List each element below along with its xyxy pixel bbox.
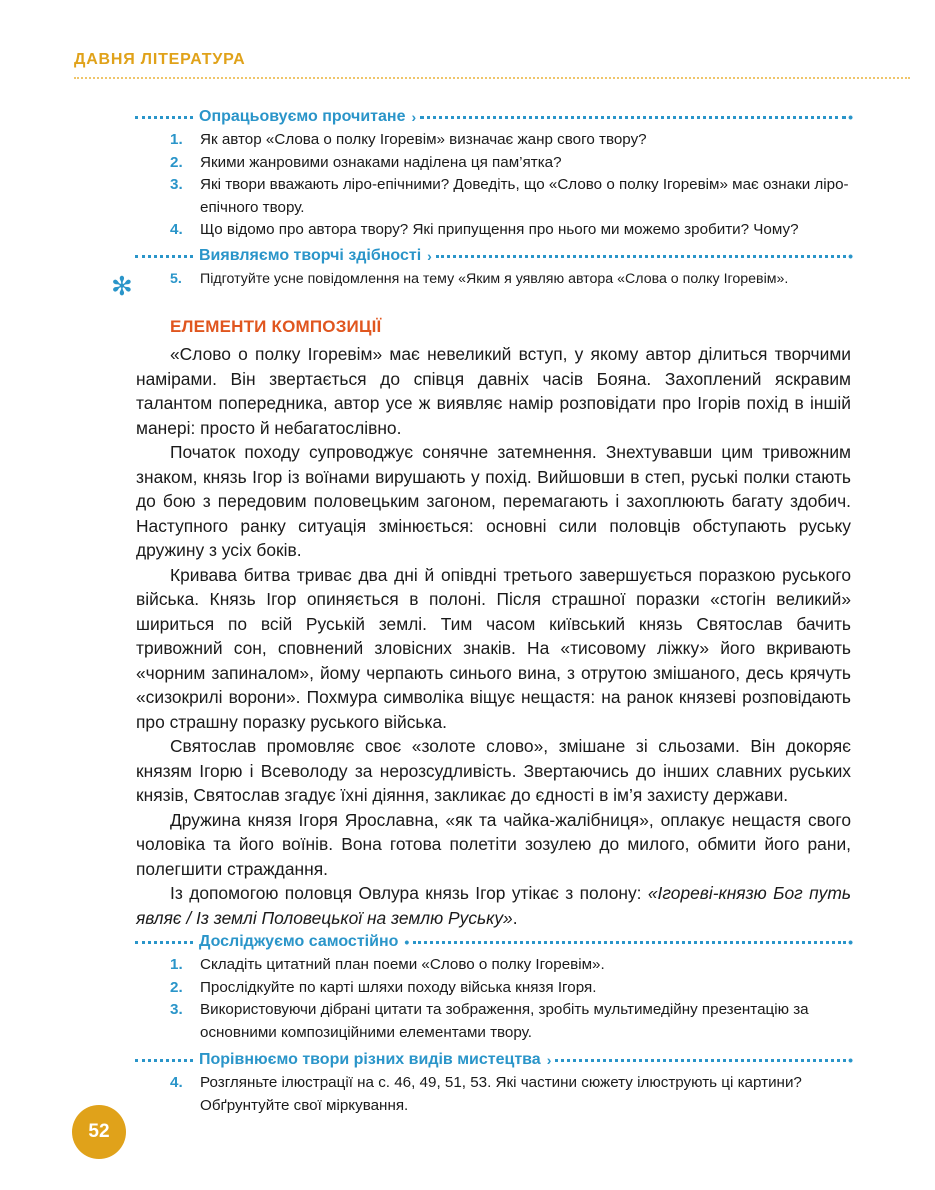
question-item xyxy=(170,977,852,1000)
dotted-line-right xyxy=(420,116,846,119)
dotted-line-left xyxy=(135,941,193,944)
section-header-processing xyxy=(135,106,853,128)
separator-glyph: › xyxy=(427,248,432,264)
paragraph: Святослав промовляє своє «золоте слово», змішане зі сльозами. Він докоряє князям Ігорю і Всеволоду за нерозсудливість. Звертаючись до інших славних руських князів, Святослав згадує їхні діяння, закликає до єдності в ім’я захисту держави. xyxy=(136,736,851,805)
question-item xyxy=(170,999,852,1044)
end-glyph: • xyxy=(848,1052,853,1068)
dotted-line-right xyxy=(413,941,846,944)
end-glyph: • xyxy=(848,248,853,264)
question-list-research xyxy=(170,954,852,1044)
dotted-line-left xyxy=(135,116,193,119)
paragraph: Дружина князя Ігоря Ярославна, «як та чайка-жалібниця», оплакує нещастя свого чоловіка та його воїнів. Вона готова полетіти зозулею до милого, обмити його рани, полегшити страждання. xyxy=(136,809,851,879)
quote-text: «Ігореві-князю Бог путь являє / Із землі Половецької на землю Руську» xyxy=(136,883,851,928)
end-glyph: • xyxy=(848,934,853,950)
page-number-badge: 52 xyxy=(72,1105,126,1159)
question-list-creative xyxy=(170,268,852,291)
section-header-creative xyxy=(135,245,853,267)
dotted-line-left xyxy=(135,255,193,258)
question-number: 2. xyxy=(170,153,183,171)
question-item xyxy=(170,1072,852,1117)
body-text xyxy=(136,342,851,930)
separator-glyph: › xyxy=(411,109,417,125)
question-number: 3. xyxy=(170,176,183,193)
snowflake-asterisk-icon: ✻ xyxy=(111,271,133,301)
section-header-art-comparison xyxy=(135,1049,853,1071)
question-text: Як автор «Слова о полку Ігоревім» визначає жанр свого твору? xyxy=(200,131,647,148)
section-title: Досліджуємо самостійно xyxy=(199,933,399,950)
paragraph-last xyxy=(136,881,851,930)
question-item xyxy=(170,268,852,291)
section-title: Опрацьовуємо прочитане xyxy=(199,108,406,125)
paragraph: «Слово о полку Ігоревім» має невеликий вступ, у якому автор ділиться творчими намірами. Він звертається до співця давніх часів Бояна. Захоплений яскравим талантом попередника, автор усе ж виявляє намір розповідати про Ігорів похід в іншій манері: просто й небагатослівно. xyxy=(136,344,851,438)
question-text: Розгляньте ілюстрації на с. 46, 49, 51, 53. Які частини сюжету ілюструють ці картини? Обґрунтуйте свої міркування. xyxy=(200,1074,802,1114)
separator-glyph: • xyxy=(404,934,410,950)
question-text: Використовуючи дібрані цитати та зображення, зробіть мультимедійну презентацію за основними композиційними елементами твору. xyxy=(200,1001,809,1041)
question-item xyxy=(170,954,852,977)
section-title: Порівнюємо твори різних видів мистецтва xyxy=(199,1051,541,1068)
question-number: 5. xyxy=(170,271,182,287)
dotted-line-left xyxy=(135,1059,193,1062)
question-number: 1. xyxy=(170,956,183,973)
question-number: 4. xyxy=(170,1074,183,1091)
paragraph: Кривава битва триває два дні й опівдні третього завершується поразкою руського війська. Князь Ігор опиняється в полоні. Після страшної поразки «стогін великий» шириться по всій Руській землі. Тим часом київський князь Святослав бачить тривожний сон, сповнений зловісних знаків. На «тисовому ліжку» його вкривають «чорним запиналом», йому черпають синього вина, з отрутою змішаного, десь крячуть «сизокрилі ворони». Похмура символіка віщує нещастя: на ранок князеві розповідають про страшну поразку руського війська. xyxy=(136,564,851,732)
question-text: Прослідкуйте по карті шляхи походу війська князя Ігоря. xyxy=(200,978,597,996)
subheading: ЕЛЕМЕНТИ КОМПОЗИЦІЇ xyxy=(170,317,382,336)
section-header-research xyxy=(135,931,853,953)
paragraph-tail: . xyxy=(512,907,518,928)
paragraph-lead: Із допомогою половця Овлура князь Ігор утікає з полону: xyxy=(170,883,648,903)
running-head: ДАВНЯ ЛІТЕРАТУРА xyxy=(74,51,246,68)
question-list-processing xyxy=(170,129,852,242)
separator-glyph: › xyxy=(546,1052,552,1068)
end-glyph: • xyxy=(848,109,853,125)
question-number: 4. xyxy=(170,221,183,238)
question-text: Які твори вважають ліро-епічними? Доведіть, що «Слово о полку Ігоревім» має ознаки ліро-епічного твору. xyxy=(200,176,849,216)
question-item xyxy=(170,174,852,219)
dotted-line-right xyxy=(436,255,846,258)
question-item xyxy=(170,219,852,242)
question-text: Якими жанровими ознаками наділена ця пам’ятка? xyxy=(200,153,562,171)
question-list-art-comparison xyxy=(170,1072,852,1117)
section-title: Виявляємо творчі здібності xyxy=(199,247,422,264)
question-text: Що відомо про автора твору? Які припущення про нього ми можемо зробити? Чому? xyxy=(200,221,799,238)
header-rule xyxy=(74,77,910,79)
question-number: 1. xyxy=(170,131,183,148)
paragraph: Початок походу супроводжує сонячне затемнення. Знехтувавши цим тривожним знаком, князь Ігор із воїнами вирушають у похід. Вийшовши в степ, руські полки стають до бою з передовим половецьким загоном, перемагають і захоплюють багату здобич. Наступного ранку ситуація змінюється: основні сили половців обступають руську дружину з усіх боків. xyxy=(136,442,851,560)
question-text: Підготуйте усне повідомлення на тему «Яким я уявляю автора «Слова о полку Ігоревім». xyxy=(200,271,789,287)
dotted-line-right xyxy=(555,1059,846,1062)
question-number: 2. xyxy=(170,978,183,996)
question-item xyxy=(170,152,852,175)
question-text: Складіть цитатний план поеми «Слово о полку Ігоревім». xyxy=(200,956,605,973)
question-item xyxy=(170,129,852,152)
question-number: 3. xyxy=(170,1001,183,1018)
